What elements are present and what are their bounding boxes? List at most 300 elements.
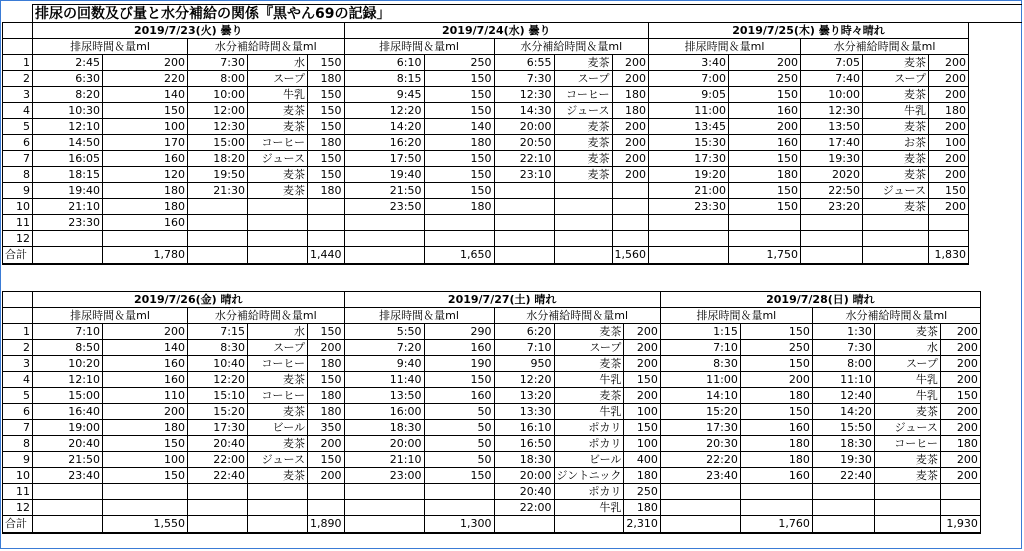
urine-amount-cell[interactable]: 110 xyxy=(103,388,188,404)
water-time-cell[interactable]: 22:40 xyxy=(812,468,874,484)
urine-amount-cell[interactable]: 150 xyxy=(424,103,494,119)
urine-time-cell[interactable]: 21:10 xyxy=(33,199,103,215)
drink-type-cell[interactable]: 麦茶 xyxy=(874,324,940,340)
water-amount-cell[interactable]: 150 xyxy=(308,87,345,103)
drink-type-cell[interactable] xyxy=(554,183,612,199)
urine-amount-cell[interactable]: 150 xyxy=(424,468,494,484)
water-time-cell[interactable]: 10:40 xyxy=(188,356,248,372)
water-time-cell[interactable]: 12:30 xyxy=(801,103,863,119)
urine-time-cell[interactable]: 14:10 xyxy=(660,388,740,404)
urine-amount-cell[interactable]: 150 xyxy=(729,199,801,215)
drink-type-cell[interactable]: ジュース xyxy=(874,420,940,436)
water-amount-cell[interactable] xyxy=(308,500,345,516)
urine-time-cell[interactable]: 17:30 xyxy=(649,151,729,167)
urine-time-cell[interactable]: 15:30 xyxy=(649,135,729,151)
drink-type-cell[interactable] xyxy=(554,215,612,231)
urine-time-cell[interactable]: 1:15 xyxy=(660,324,740,340)
urine-amount-cell[interactable]: 200 xyxy=(729,119,801,135)
water-amount-cell[interactable]: 200 xyxy=(308,340,345,356)
water-amount-cell[interactable]: 180 xyxy=(624,500,661,516)
row-number[interactable]: 4 xyxy=(3,372,33,388)
drink-type-cell[interactable]: 水 xyxy=(248,324,308,340)
row-number[interactable]: 1 xyxy=(3,55,33,71)
urine-amount-cell[interactable]: 150 xyxy=(729,183,801,199)
drink-type-cell[interactable]: 麦茶 xyxy=(863,87,929,103)
water-amount-cell[interactable]: 200 xyxy=(612,151,649,167)
urine-time-cell[interactable]: 9:45 xyxy=(344,87,424,103)
urine-amount-cell[interactable]: 140 xyxy=(103,340,188,356)
water-time-cell[interactable]: 15:00 xyxy=(188,135,248,151)
water-time-cell[interactable]: 17:30 xyxy=(188,420,248,436)
drink-type-cell[interactable]: スープ xyxy=(248,340,308,356)
water-column-header[interactable]: 水分補給時間＆量ml xyxy=(494,308,660,324)
urine-amount-cell[interactable]: 200 xyxy=(103,324,188,340)
total-label[interactable]: 合計 xyxy=(3,516,33,533)
water-amount-cell[interactable]: 200 xyxy=(612,71,649,87)
drink-type-cell[interactable]: ジュース xyxy=(554,103,612,119)
drink-type-cell[interactable]: 麦茶 xyxy=(554,167,612,183)
row-number[interactable]: 4 xyxy=(3,103,33,119)
urine-time-cell[interactable]: 16:00 xyxy=(344,404,424,420)
urine-amount-cell[interactable]: 100 xyxy=(103,119,188,135)
row-number[interactable]: 3 xyxy=(3,356,33,372)
water-amount-cell[interactable]: 350 xyxy=(308,420,345,436)
water-time-cell[interactable] xyxy=(188,231,248,247)
urine-amount-cell[interactable] xyxy=(103,500,188,516)
water-total-cell[interactable]: 1,830 xyxy=(929,247,969,264)
urine-amount-cell[interactable]: 200 xyxy=(103,404,188,420)
drink-type-cell[interactable]: 麦茶 xyxy=(248,436,308,452)
urine-time-cell[interactable]: 11:40 xyxy=(344,372,424,388)
urine-total-cell[interactable]: 1,300 xyxy=(424,516,494,533)
drink-type-cell[interactable]: コーヒー xyxy=(248,135,308,151)
blank-cell[interactable] xyxy=(554,516,624,533)
water-amount-cell[interactable] xyxy=(940,484,980,500)
water-amount-cell[interactable]: 180 xyxy=(940,436,980,452)
drink-type-cell[interactable]: 牛乳 xyxy=(554,372,624,388)
water-time-cell[interactable]: 7:10 xyxy=(494,340,554,356)
urine-amount-cell[interactable] xyxy=(740,484,812,500)
water-amount-cell[interactable]: 200 xyxy=(624,356,661,372)
blank-cell[interactable] xyxy=(33,516,103,533)
drink-type-cell[interactable]: コーヒー xyxy=(874,436,940,452)
urine-time-cell[interactable]: 21:00 xyxy=(649,183,729,199)
drink-type-cell[interactable]: 麦茶 xyxy=(248,372,308,388)
water-amount-cell[interactable] xyxy=(929,231,969,247)
urine-amount-cell[interactable]: 160 xyxy=(424,388,494,404)
water-time-cell[interactable] xyxy=(188,484,248,500)
drink-type-cell[interactable]: 麦茶 xyxy=(863,151,929,167)
drink-type-cell[interactable] xyxy=(863,215,929,231)
water-amount-cell[interactable]: 200 xyxy=(929,71,969,87)
urine-time-cell[interactable]: 8:15 xyxy=(344,71,424,87)
water-time-cell[interactable] xyxy=(801,215,863,231)
water-time-cell[interactable]: 7:05 xyxy=(801,55,863,71)
water-time-cell[interactable]: 10:00 xyxy=(188,87,248,103)
water-time-cell[interactable] xyxy=(188,215,248,231)
urine-amount-cell[interactable]: 160 xyxy=(103,215,188,231)
water-amount-cell[interactable]: 200 xyxy=(612,167,649,183)
urine-time-cell[interactable]: 2:45 xyxy=(33,55,103,71)
urine-amount-cell[interactable] xyxy=(740,500,812,516)
drink-type-cell[interactable]: ジントニック xyxy=(554,468,624,484)
drink-type-cell[interactable] xyxy=(248,500,308,516)
urine-time-cell[interactable]: 7:10 xyxy=(33,324,103,340)
urine-amount-cell[interactable]: 150 xyxy=(729,87,801,103)
water-time-cell[interactable]: 6:55 xyxy=(494,55,554,71)
water-time-cell[interactable] xyxy=(188,199,248,215)
water-time-cell[interactable] xyxy=(812,484,874,500)
row-number[interactable]: 9 xyxy=(3,183,33,199)
water-time-cell[interactable] xyxy=(494,183,554,199)
urine-column-header[interactable]: 排尿時間＆量ml xyxy=(33,308,188,324)
urine-time-cell[interactable] xyxy=(649,215,729,231)
water-time-cell[interactable]: 7:40 xyxy=(801,71,863,87)
drink-type-cell[interactable]: 麦茶 xyxy=(554,135,612,151)
urine-amount-cell[interactable]: 180 xyxy=(740,388,812,404)
water-amount-cell[interactable]: 200 xyxy=(940,340,980,356)
drink-type-cell[interactable]: 麦茶 xyxy=(554,356,624,372)
water-time-cell[interactable]: 16:50 xyxy=(494,436,554,452)
water-amount-cell[interactable]: 200 xyxy=(940,404,980,420)
drink-type-cell[interactable]: スープ xyxy=(554,71,612,87)
urine-time-cell[interactable]: 8:30 xyxy=(660,356,740,372)
water-total-cell[interactable]: 1,560 xyxy=(612,247,649,264)
water-amount-cell[interactable]: 150 xyxy=(308,55,345,71)
day-date-header[interactable]: 2019/7/27(土) 晴れ xyxy=(344,292,660,308)
row-number[interactable]: 5 xyxy=(3,388,33,404)
urine-amount-cell[interactable] xyxy=(424,500,494,516)
blank-cell[interactable] xyxy=(812,516,874,533)
drink-type-cell[interactable]: ビール xyxy=(248,420,308,436)
water-time-cell[interactable]: 23:20 xyxy=(801,199,863,215)
urine-amount-cell[interactable]: 150 xyxy=(424,87,494,103)
row-number[interactable]: 12 xyxy=(3,231,33,247)
urine-amount-cell[interactable]: 290 xyxy=(424,324,494,340)
water-amount-cell[interactable]: 180 xyxy=(308,135,345,151)
drink-type-cell[interactable]: 麦茶 xyxy=(863,199,929,215)
water-amount-cell[interactable]: 400 xyxy=(624,452,661,468)
drink-type-cell[interactable]: 麦茶 xyxy=(248,167,308,183)
row-number[interactable]: 2 xyxy=(3,71,33,87)
water-amount-cell[interactable]: 180 xyxy=(308,356,345,372)
urine-time-cell[interactable] xyxy=(344,500,424,516)
water-amount-cell[interactable]: 200 xyxy=(624,340,661,356)
urine-time-cell[interactable]: 8:20 xyxy=(33,87,103,103)
urine-time-cell[interactable]: 16:40 xyxy=(33,404,103,420)
urine-time-cell[interactable] xyxy=(660,500,740,516)
urine-time-cell[interactable]: 11:00 xyxy=(649,103,729,119)
urine-time-cell[interactable]: 3:40 xyxy=(649,55,729,71)
day-date-header[interactable]: 2019/7/24(水) 曇り xyxy=(344,23,649,39)
urine-time-cell[interactable]: 17:30 xyxy=(660,420,740,436)
row-number[interactable]: 6 xyxy=(3,135,33,151)
urine-column-header[interactable]: 排尿時間＆量ml xyxy=(649,39,801,55)
day-date-header[interactable]: 2019/7/28(日) 晴れ xyxy=(660,292,980,308)
water-amount-cell[interactable] xyxy=(929,215,969,231)
urine-amount-cell[interactable]: 250 xyxy=(729,71,801,87)
urine-amount-cell[interactable]: 180 xyxy=(424,135,494,151)
urine-time-cell[interactable]: 21:10 xyxy=(344,452,424,468)
water-amount-cell[interactable] xyxy=(308,199,345,215)
day-date-header[interactable]: 2019/7/25(木) 曇り時々晴れ xyxy=(649,23,969,39)
urine-time-cell[interactable]: 18:30 xyxy=(344,420,424,436)
urine-total-cell[interactable]: 1,750 xyxy=(729,247,801,264)
water-time-cell[interactable]: 22:00 xyxy=(188,452,248,468)
urine-amount-cell[interactable]: 50 xyxy=(424,436,494,452)
drink-type-cell[interactable]: お茶 xyxy=(863,135,929,151)
water-time-cell[interactable]: 7:15 xyxy=(188,324,248,340)
urine-time-cell[interactable] xyxy=(33,500,103,516)
water-amount-cell[interactable]: 200 xyxy=(929,167,969,183)
water-amount-cell[interactable]: 150 xyxy=(940,388,980,404)
urine-amount-cell[interactable]: 200 xyxy=(103,55,188,71)
water-time-cell[interactable]: 19:50 xyxy=(188,167,248,183)
urine-time-cell[interactable]: 20:00 xyxy=(344,436,424,452)
urine-amount-cell[interactable]: 180 xyxy=(740,452,812,468)
urine-time-cell[interactable]: 8:50 xyxy=(33,340,103,356)
water-amount-cell[interactable]: 150 xyxy=(308,372,345,388)
water-amount-cell[interactable]: 150 xyxy=(929,183,969,199)
urine-time-cell[interactable]: 16:05 xyxy=(33,151,103,167)
day-date-header[interactable]: 2019/7/23(火) 曇り xyxy=(33,23,345,39)
urine-time-cell[interactable]: 20:40 xyxy=(33,436,103,452)
water-amount-cell[interactable]: 200 xyxy=(940,324,980,340)
row-number[interactable]: 11 xyxy=(3,484,33,500)
urine-amount-cell[interactable]: 170 xyxy=(103,135,188,151)
water-total-cell[interactable]: 1,890 xyxy=(308,516,345,533)
urine-amount-cell[interactable]: 150 xyxy=(740,356,812,372)
water-amount-cell[interactable]: 200 xyxy=(940,452,980,468)
urine-amount-cell[interactable]: 150 xyxy=(103,103,188,119)
blank-cell[interactable] xyxy=(660,516,740,533)
urine-time-cell[interactable]: 12:10 xyxy=(33,119,103,135)
urine-amount-cell[interactable]: 100 xyxy=(103,452,188,468)
urine-time-cell[interactable]: 23:40 xyxy=(33,468,103,484)
drink-type-cell[interactable] xyxy=(248,199,308,215)
drink-type-cell[interactable]: 麦茶 xyxy=(248,468,308,484)
urine-column-header[interactable]: 排尿時間＆量ml xyxy=(660,308,812,324)
water-amount-cell[interactable] xyxy=(308,231,345,247)
drink-type-cell[interactable]: 牛乳 xyxy=(874,388,940,404)
urine-amount-cell[interactable] xyxy=(729,231,801,247)
water-amount-cell[interactable] xyxy=(612,199,649,215)
urine-amount-cell[interactable]: 120 xyxy=(103,167,188,183)
urine-amount-cell[interactable]: 160 xyxy=(740,420,812,436)
urine-time-cell[interactable]: 9:05 xyxy=(649,87,729,103)
water-time-cell[interactable]: 12:40 xyxy=(812,388,874,404)
drink-type-cell[interactable]: スープ xyxy=(863,71,929,87)
urine-time-cell[interactable]: 6:10 xyxy=(344,55,424,71)
water-time-cell[interactable]: 20:40 xyxy=(188,436,248,452)
urine-amount-cell[interactable]: 160 xyxy=(729,103,801,119)
water-time-cell[interactable] xyxy=(188,500,248,516)
row-number[interactable]: 2 xyxy=(3,340,33,356)
row-number[interactable]: 10 xyxy=(3,468,33,484)
water-amount-cell[interactable]: 180 xyxy=(612,103,649,119)
drink-type-cell[interactable]: スープ xyxy=(874,356,940,372)
water-amount-cell[interactable]: 150 xyxy=(624,420,661,436)
row-number[interactable]: 8 xyxy=(3,436,33,452)
urine-amount-cell[interactable] xyxy=(729,215,801,231)
water-time-cell[interactable]: 1:30 xyxy=(812,324,874,340)
urine-time-cell[interactable]: 12:10 xyxy=(33,372,103,388)
drink-type-cell[interactable]: 水 xyxy=(874,340,940,356)
row-number[interactable]: 12 xyxy=(3,500,33,516)
water-amount-cell[interactable]: 180 xyxy=(624,468,661,484)
water-time-cell[interactable]: 8:00 xyxy=(188,71,248,87)
urine-time-cell[interactable]: 23:40 xyxy=(660,468,740,484)
urine-amount-cell[interactable]: 250 xyxy=(424,55,494,71)
water-time-cell[interactable]: 18:30 xyxy=(812,436,874,452)
water-time-cell[interactable]: 19:30 xyxy=(812,452,874,468)
urine-time-cell[interactable]: 13:50 xyxy=(344,388,424,404)
water-amount-cell[interactable]: 180 xyxy=(308,71,345,87)
urine-time-cell[interactable] xyxy=(344,215,424,231)
urine-amount-cell[interactable]: 140 xyxy=(424,119,494,135)
water-amount-cell[interactable]: 200 xyxy=(624,324,661,340)
urine-time-cell[interactable]: 16:20 xyxy=(344,135,424,151)
water-time-cell[interactable]: 20:50 xyxy=(494,135,554,151)
urine-amount-cell[interactable] xyxy=(103,484,188,500)
urine-amount-cell[interactable]: 50 xyxy=(424,420,494,436)
water-time-cell[interactable]: 15:50 xyxy=(812,420,874,436)
drink-type-cell[interactable]: 牛乳 xyxy=(863,103,929,119)
water-time-cell[interactable]: 19:30 xyxy=(801,151,863,167)
water-total-cell[interactable]: 1,440 xyxy=(308,247,345,264)
urine-total-cell[interactable]: 1,760 xyxy=(740,516,812,533)
water-time-cell[interactable]: 20:00 xyxy=(494,119,554,135)
water-amount-cell[interactable]: 100 xyxy=(624,404,661,420)
urine-column-header[interactable]: 排尿時間＆量ml xyxy=(344,308,494,324)
water-amount-cell[interactable]: 200 xyxy=(929,55,969,71)
urine-amount-cell[interactable]: 150 xyxy=(103,436,188,452)
drink-type-cell[interactable]: 麦茶 xyxy=(554,388,624,404)
urine-amount-cell[interactable]: 150 xyxy=(740,404,812,420)
drink-type-cell[interactable]: 牛乳 xyxy=(248,87,308,103)
urine-time-cell[interactable]: 19:00 xyxy=(33,420,103,436)
urine-amount-cell[interactable]: 180 xyxy=(103,199,188,215)
urine-time-cell[interactable]: 7:10 xyxy=(660,340,740,356)
water-time-cell[interactable]: 18:20 xyxy=(188,151,248,167)
urine-amount-cell[interactable]: 160 xyxy=(740,468,812,484)
drink-type-cell[interactable]: 麦茶 xyxy=(248,404,308,420)
water-time-cell[interactable]: 20:40 xyxy=(494,484,554,500)
urine-column-header[interactable]: 排尿時間＆量ml xyxy=(33,39,188,55)
urine-time-cell[interactable]: 7:00 xyxy=(649,71,729,87)
urine-time-cell[interactable]: 19:40 xyxy=(344,167,424,183)
blank-cell[interactable] xyxy=(188,247,248,264)
water-time-cell[interactable]: 15:10 xyxy=(188,388,248,404)
drink-type-cell[interactable]: スープ xyxy=(554,340,624,356)
urine-time-cell[interactable]: 23:30 xyxy=(649,199,729,215)
water-amount-cell[interactable]: 150 xyxy=(308,324,345,340)
water-amount-cell[interactable]: 200 xyxy=(940,468,980,484)
day-date-header[interactable]: 2019/7/26(金) 晴れ xyxy=(33,292,345,308)
urine-time-cell[interactable]: 17:50 xyxy=(344,151,424,167)
urine-time-cell[interactable]: 15:00 xyxy=(33,388,103,404)
drink-type-cell[interactable]: 牛乳 xyxy=(554,404,624,420)
urine-time-cell[interactable]: 21:50 xyxy=(344,183,424,199)
blank-cell[interactable] xyxy=(649,247,729,264)
water-time-cell[interactable]: 950 xyxy=(494,356,554,372)
urine-time-cell[interactable]: 6:30 xyxy=(33,71,103,87)
drink-type-cell[interactable] xyxy=(874,500,940,516)
water-time-cell[interactable] xyxy=(494,215,554,231)
urine-amount-cell[interactable]: 150 xyxy=(103,468,188,484)
water-amount-cell[interactable]: 200 xyxy=(929,87,969,103)
urine-amount-cell[interactable] xyxy=(103,231,188,247)
water-amount-cell[interactable]: 180 xyxy=(308,388,345,404)
drink-type-cell[interactable]: ポカリ xyxy=(554,420,624,436)
water-time-cell[interactable] xyxy=(801,231,863,247)
urine-amount-cell[interactable]: 160 xyxy=(424,340,494,356)
drink-type-cell[interactable] xyxy=(248,215,308,231)
water-time-cell[interactable]: 12:00 xyxy=(188,103,248,119)
row-number[interactable]: 7 xyxy=(3,420,33,436)
water-amount-cell[interactable]: 150 xyxy=(308,119,345,135)
row-number[interactable]: 7 xyxy=(3,151,33,167)
urine-total-cell[interactable]: 1,780 xyxy=(103,247,188,264)
drink-type-cell[interactable] xyxy=(863,231,929,247)
urine-amount-cell[interactable]: 150 xyxy=(424,372,494,388)
drink-type-cell[interactable]: 麦茶 xyxy=(248,183,308,199)
blank-cell[interactable] xyxy=(33,247,103,264)
water-time-cell[interactable] xyxy=(494,199,554,215)
urine-time-cell[interactable] xyxy=(344,484,424,500)
water-amount-cell[interactable]: 180 xyxy=(612,87,649,103)
urine-amount-cell[interactable]: 160 xyxy=(103,372,188,388)
drink-type-cell[interactable]: 麦茶 xyxy=(874,468,940,484)
urine-amount-cell[interactable] xyxy=(424,215,494,231)
water-amount-cell[interactable]: 150 xyxy=(624,372,661,388)
water-column-header[interactable]: 水分補給時間＆量ml xyxy=(812,308,980,324)
blank-cell[interactable] xyxy=(344,247,424,264)
water-total-cell[interactable]: 2,310 xyxy=(624,516,661,533)
water-amount-cell[interactable] xyxy=(612,231,649,247)
drink-type-cell[interactable]: 麦茶 xyxy=(874,452,940,468)
urine-time-cell[interactable]: 14:50 xyxy=(33,135,103,151)
water-time-cell[interactable]: 18:30 xyxy=(494,452,554,468)
water-amount-cell[interactable]: 150 xyxy=(308,151,345,167)
urine-time-cell[interactable]: 20:30 xyxy=(660,436,740,452)
urine-amount-cell[interactable]: 150 xyxy=(424,167,494,183)
blank-cell[interactable] xyxy=(801,247,863,264)
water-time-cell[interactable]: 8:00 xyxy=(812,356,874,372)
urine-time-cell[interactable]: 18:15 xyxy=(33,167,103,183)
water-time-cell[interactable]: 23:10 xyxy=(494,167,554,183)
water-amount-cell[interactable]: 100 xyxy=(929,135,969,151)
corner-cell[interactable] xyxy=(3,23,33,39)
urine-amount-cell[interactable]: 160 xyxy=(103,356,188,372)
water-amount-cell[interactable]: 180 xyxy=(308,404,345,420)
water-time-cell[interactable]: 15:20 xyxy=(188,404,248,420)
water-amount-cell[interactable] xyxy=(308,484,345,500)
water-time-cell[interactable]: 22:40 xyxy=(188,468,248,484)
water-time-cell[interactable]: 14:30 xyxy=(494,103,554,119)
urine-amount-cell[interactable]: 50 xyxy=(424,452,494,468)
drink-type-cell[interactable]: 牛乳 xyxy=(874,372,940,388)
urine-amount-cell[interactable]: 150 xyxy=(424,71,494,87)
urine-amount-cell[interactable]: 150 xyxy=(424,151,494,167)
blank-cell[interactable] xyxy=(344,516,424,533)
row-number[interactable]: 5 xyxy=(3,119,33,135)
water-amount-cell[interactable]: 180 xyxy=(929,103,969,119)
drink-type-cell[interactable] xyxy=(248,231,308,247)
drink-type-cell[interactable]: コーヒー xyxy=(248,356,308,372)
drink-type-cell[interactable]: 麦茶 xyxy=(554,151,612,167)
drink-type-cell[interactable]: ジュース xyxy=(863,183,929,199)
